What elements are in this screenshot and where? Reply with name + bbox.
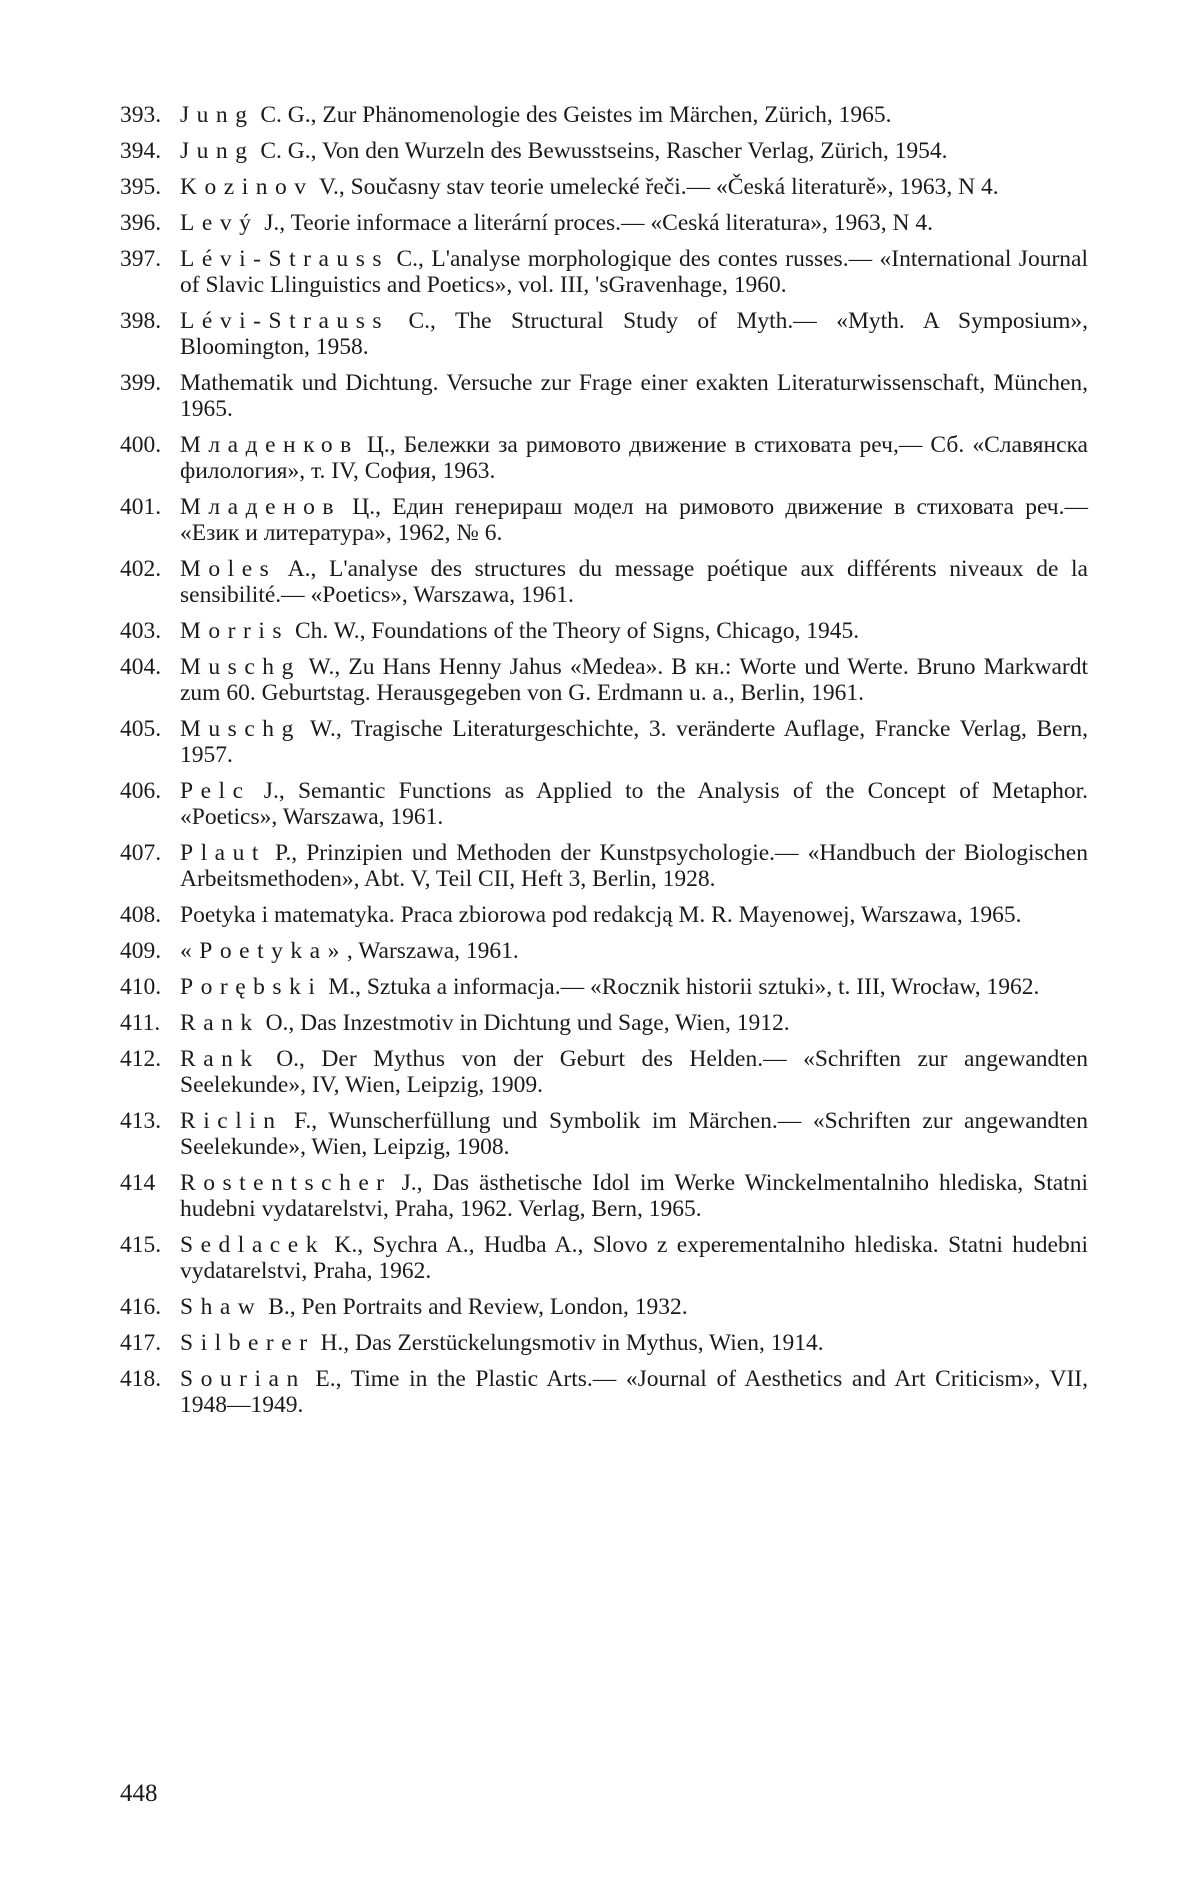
- reference-entry: [120, 716, 1088, 768]
- reference-entry: [120, 840, 1088, 892]
- reference-author: Muschg: [180, 716, 301, 742]
- reference-author: Rank: [180, 1046, 260, 1072]
- reference-number: 400.: [120, 432, 162, 458]
- reference-entry: [120, 1330, 1088, 1356]
- reference-entry: [120, 308, 1088, 360]
- reference-number: 412.: [120, 1046, 162, 1072]
- reference-entry: [120, 654, 1088, 706]
- reference-number: 402.: [120, 556, 162, 582]
- reference-text: K., Sychra A., Hudba A., Slovo z experementalniho hlediska. Statni hudebni vydatarelstvi, Praha, 1962.: [180, 1232, 1088, 1284]
- reference-author: Silberer: [180, 1330, 315, 1356]
- reference-text: O., Das Inzestmotiv in Dichtung und Sage, Wien, 1912.: [259, 1010, 790, 1036]
- reference-text: Ц., Бележки за римовото движение в стиховата реч,— Сб. «Славянска филология», т. IV, София, 1963.: [180, 432, 1088, 484]
- reference-author: Shaw: [180, 1294, 263, 1320]
- reference-number: 406.: [120, 778, 162, 804]
- reference-entry: [120, 102, 1088, 128]
- reference-entry: [120, 902, 1088, 928]
- reference-number: 413.: [120, 1108, 162, 1134]
- reference-entry: [120, 778, 1088, 830]
- reference-entry: [120, 210, 1088, 236]
- reference-number: 411.: [120, 1010, 161, 1036]
- reference-number: 405.: [120, 716, 162, 742]
- reference-number: 404.: [120, 654, 162, 680]
- reference-entry: [120, 174, 1088, 200]
- reference-text: Mathematik und Dichtung. Versuche zur Frage einer exakten Literaturwissenschaft, München, 1965.: [180, 370, 1088, 422]
- reference-entry: [120, 370, 1088, 422]
- reference-number: 416.: [120, 1294, 162, 1320]
- reference-number: 410.: [120, 974, 162, 1000]
- reference-author: Rostentscher: [180, 1170, 392, 1196]
- reference-author: Porębski: [180, 974, 323, 1000]
- reference-author: Rank: [180, 1010, 260, 1036]
- reference-text: P., Prinzipien und Methoden der Kunstpsychologie.— «Handbuch der Biologischen Arbeitsmethoden», Abt. V, Teil CII, Heft 3, Berlin, 1928.: [180, 840, 1088, 892]
- reference-number: 393.: [120, 102, 162, 128]
- reference-author: Младенов: [180, 494, 342, 520]
- reference-author: Morris: [180, 618, 290, 644]
- reference-list: [120, 102, 1088, 1428]
- reference-entry: [120, 246, 1088, 298]
- reference-author: Muschg: [180, 654, 301, 680]
- reference-text: J., Semantic Functions as Applied to the Analysis of the Concept of Metaphor. «Poetics», Warszawa, 1961.: [180, 778, 1088, 830]
- reference-text: F., Wunscherfüllung und Symbolik im Märchen.— «Schriften zur angewandten Seelekunde», Wien, Leipzig, 1908.: [180, 1108, 1088, 1160]
- reference-entry: [120, 1232, 1088, 1284]
- reference-number: 394.: [120, 138, 162, 164]
- reference-text: C., L'analyse morphologique des contes russes.— «International Journal of Slavic Llinguistics and Poetics», vol. III, 'sGravenhage, 1960.: [180, 246, 1088, 298]
- reference-author: Riclin: [180, 1108, 283, 1134]
- reference-entry: [120, 1294, 1088, 1320]
- reference-entry: [120, 1366, 1088, 1418]
- reference-author: Moles: [180, 556, 277, 582]
- reference-number: 417.: [120, 1330, 162, 1356]
- reference-author: «Poetyka»: [180, 938, 347, 964]
- page-number: 448: [120, 1780, 158, 1807]
- reference-number: 403.: [120, 618, 162, 644]
- reference-number: 415.: [120, 1232, 162, 1258]
- reference-text: M., Sztuka a informacja.— «Rocznik historii sztuki», t. III, Wrocław, 1962.: [322, 974, 1040, 1000]
- reference-text: Poetyka i matematyka. Praca zbiorowa pod redakcją M. R. Mayenowej, Warszawa, 1965.: [180, 902, 1022, 928]
- reference-author: Lévi-Strauss: [180, 308, 390, 334]
- reference-entry: [120, 494, 1088, 546]
- reference-number: 418.: [120, 1366, 162, 1392]
- reference-number: 401.: [120, 494, 162, 520]
- reference-author: Младенков: [180, 432, 359, 458]
- reference-text: B., Pen Portraits and Review, London, 1932.: [262, 1294, 688, 1320]
- reference-entry: [120, 138, 1088, 164]
- reference-entry: [120, 1010, 1088, 1036]
- reference-author: Kozinov: [180, 174, 314, 200]
- reference-number: 409.: [120, 938, 162, 964]
- reference-author: Jung: [180, 138, 255, 164]
- reference-number: 407.: [120, 840, 162, 866]
- reference-entry: [120, 1046, 1088, 1098]
- reference-text: Ц., Един генерираш модел на римовото движение в стиховата реч.— «Език и литература», 1962, № 6.: [180, 494, 1088, 546]
- reference-entry: [120, 618, 1088, 644]
- reference-text: V., Současny stav teorie umelecké řeči.— «Česká literaturě», 1963, N 4.: [313, 174, 999, 200]
- reference-text: C. G., Zur Phänomenologie des Geistes im Märchen, Zürich, 1965.: [254, 102, 892, 128]
- reference-number: 398.: [120, 308, 162, 334]
- reference-text: C. G., Von den Wurzeln des Bewusstseins, Rascher Verlag, Zürich, 1954.: [254, 138, 948, 164]
- reference-author: Sourian: [180, 1366, 306, 1392]
- reference-author: Levý: [180, 210, 259, 236]
- reference-text: W., Tragische Literaturgeschichte, 3. veränderte Auflage, Francke Verlag, Bern, 1957.: [180, 716, 1088, 768]
- reference-entry: [120, 432, 1088, 484]
- reference-text: C., The Structural Study of Myth.— «Myth. A Symposium», Bloomington, 1958.: [180, 308, 1088, 360]
- reference-author: Pelc: [180, 778, 251, 804]
- reference-text: O., Der Mythus von der Geburt des Helden.— «Schriften zur angewandten Seelekunde», IV, Wien, Leipzig, 1909.: [180, 1046, 1088, 1098]
- reference-author: Lévi-Strauss: [180, 246, 390, 272]
- reference-entry: [120, 1108, 1088, 1160]
- reference-entry: [120, 974, 1088, 1000]
- reference-entry: [120, 556, 1088, 608]
- reference-number: 396.: [120, 210, 162, 236]
- reference-number: 395.: [120, 174, 162, 200]
- reference-text: Ch. W., Foundations of the Theory of Signs, Chicago, 1945.: [289, 618, 860, 644]
- reference-author: Sedlacek: [180, 1232, 325, 1258]
- reference-author: Plaut: [180, 840, 266, 866]
- reference-text: H., Das Zerstückelungsmotiv in Mythus, Wien, 1914.: [314, 1330, 824, 1356]
- reference-text: J., Teorie informace a literární proces.— «Ceská literatura», 1963, N 4.: [258, 210, 934, 236]
- reference-number: 397.: [120, 246, 162, 272]
- reference-number: 414: [120, 1170, 156, 1196]
- reference-text: E., Time in the Plastic Arts.— «Journal of Aesthetics and Art Criticism», VII, 1948—1949.: [180, 1366, 1088, 1418]
- reference-number: 399.: [120, 370, 162, 396]
- reference-text: , Warszawa, 1961.: [346, 938, 519, 964]
- reference-author: Jung: [180, 102, 255, 128]
- reference-text: W., Zu Hans Henny Jahus «Medea». В кн.: Worte und Werte. Bruno Markwardt zum 60. Geburtstag. Herausgegeben von G. Erdmann u. a., Berlin, 1961.: [180, 654, 1088, 706]
- reference-text: A., L'analyse des structures du message poétique aux différents niveaux de la sensibilité.— «Poetics», Warszawa, 1961.: [180, 556, 1088, 608]
- reference-number: 408.: [120, 902, 162, 928]
- reference-text: J., Das ästhetische Idol im Werke Winckelmentalniho hlediska, Statni hudebni vydatarelstvi, Praha, 1962. Verlag, Bern, 1965.: [180, 1170, 1088, 1222]
- reference-entry: [120, 1170, 1088, 1222]
- reference-entry: [120, 938, 1088, 964]
